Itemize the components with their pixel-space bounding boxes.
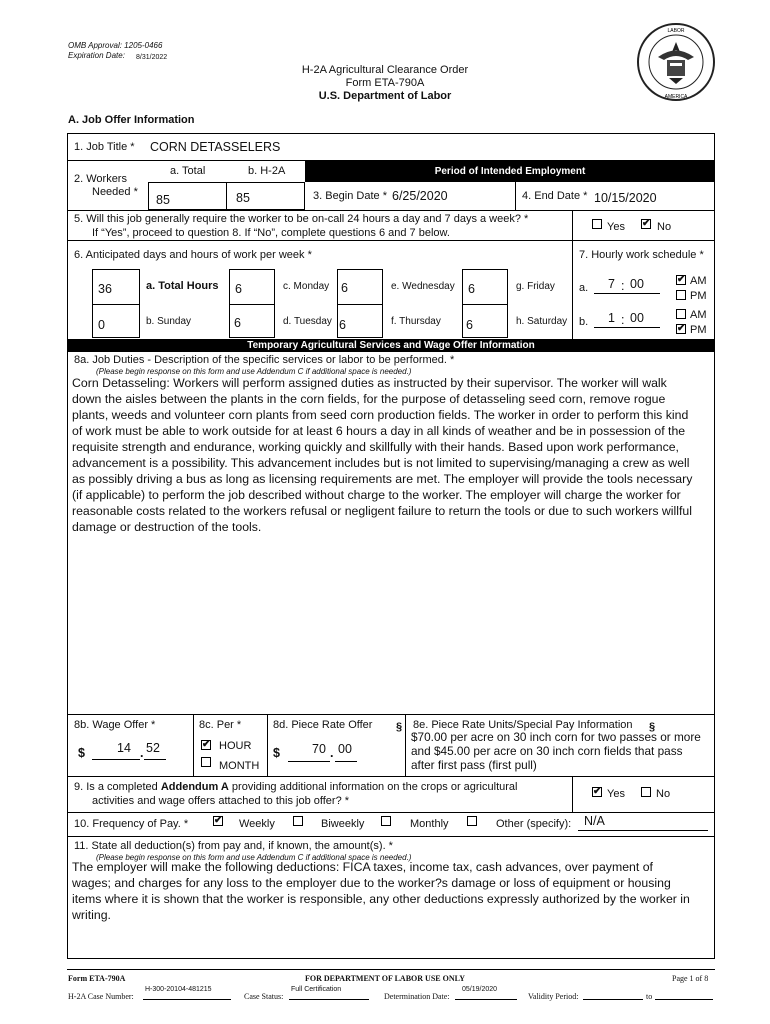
addendum-yes-label: Yes bbox=[607, 788, 625, 800]
piece-units-line: and $45.00 per acre on 30 inch corn fields that pass bbox=[411, 744, 683, 758]
section-a-title: A. Job Offer Information bbox=[68, 114, 195, 126]
deductions-line: wages; and charges for any loss to the employer due to the worker?s damage or loss of equipment or housing bbox=[72, 876, 671, 890]
weekly-label: Weekly bbox=[239, 818, 275, 830]
case-number-label: H-2A Case Number: bbox=[68, 992, 134, 1001]
monday-label: c. Monday bbox=[283, 281, 330, 292]
deductions-line: writing. bbox=[72, 908, 111, 922]
footer-form-name: Form ETA-790A bbox=[68, 974, 126, 983]
on-call-no-checkbox[interactable]: ✔ bbox=[642, 218, 651, 229]
wage-offer-label: 8b. Wage Offer * bbox=[74, 719, 156, 731]
schedule-b-pm-label: PM bbox=[690, 324, 707, 336]
friday-value: 6 bbox=[468, 282, 475, 296]
friday-label: g. Friday bbox=[516, 281, 555, 292]
piece-dollars: 70 bbox=[312, 742, 326, 756]
wednesday-label: e. Wednesday bbox=[391, 281, 455, 292]
on-call-question: 5. Will this job generally require the worker to be on-call 24 hours a day and 7 days a week? * bbox=[74, 213, 529, 225]
addendum-yes-checkbox[interactable]: ✔ bbox=[593, 786, 602, 797]
schedule-a-pm-checkbox[interactable] bbox=[676, 290, 686, 300]
schedule-a-hour: 7 bbox=[608, 277, 615, 291]
piece-rate-dollar-sign: $ bbox=[273, 746, 280, 760]
job-duties-line: reasonable costs related to the workers refusal or negligent failure to return the tools or due to such workers willful bbox=[72, 504, 692, 518]
case-number-value: H-300-20104-481215 bbox=[145, 986, 212, 993]
schedule-a-min: 00 bbox=[630, 277, 644, 291]
schedule-a-label: a. bbox=[579, 282, 589, 294]
begin-date-value[interactable]: 6/25/2020 bbox=[392, 189, 448, 203]
schedule-a-pm-label: PM bbox=[690, 290, 707, 302]
validity-to-label: to bbox=[646, 992, 653, 1001]
omb-approval: OMB Approval: 1205-0466 bbox=[68, 41, 163, 50]
schedule-a-colon: : bbox=[621, 279, 625, 293]
expiration-date: 8/31/2022 bbox=[136, 54, 168, 61]
on-call-yes-checkbox[interactable] bbox=[592, 219, 602, 229]
per-month-label: MONTH bbox=[219, 760, 260, 772]
wednesday-value: 6 bbox=[341, 281, 348, 295]
end-date-value[interactable]: 10/15/2020 bbox=[594, 191, 657, 205]
schedule-b-am-label: AM bbox=[690, 309, 707, 321]
monthly-checkbox[interactable] bbox=[381, 816, 391, 826]
addendum-no-checkbox[interactable] bbox=[641, 787, 651, 797]
job-title-value[interactable]: CORN DETASSELERS bbox=[150, 140, 281, 154]
other-label: Other (specify): bbox=[496, 818, 572, 830]
piece-decimal: . bbox=[330, 746, 334, 760]
job-duties-line: down the aisles between the plants in the corn fields, for the purpose of detasseling seed corn, remove rogue bbox=[72, 392, 666, 406]
deductions-line: The employer will make the following deductions: FICA taxes, income tax, cash advances, over payment of bbox=[72, 860, 653, 874]
tuesday-label: d. Tuesday bbox=[283, 316, 332, 327]
weekly-checkbox[interactable]: ✔ bbox=[214, 815, 223, 826]
pay-frequency-label: 10. Frequency of Pay. * bbox=[74, 818, 189, 830]
case-status-label: Case Status: bbox=[244, 992, 284, 1001]
per-label: 8c. Per * bbox=[199, 719, 242, 731]
days-hours-label: 6. Anticipated days and hours of work per week * bbox=[74, 249, 312, 261]
wage-offer-header: Temporary Agricultural Services and Wage Offer Information bbox=[67, 339, 715, 352]
job-duties-line: Corn Detasseling: Workers will perform assigned duties as instructed by their supervisor. The worker will walk bbox=[72, 376, 667, 390]
sunday-value: 0 bbox=[98, 318, 105, 332]
schedule-a-am-checkbox[interactable]: ✔ bbox=[677, 274, 686, 285]
workers-needed-label: 2. Workers bbox=[74, 173, 127, 185]
department-name: U.S. Department of Labor bbox=[318, 90, 452, 102]
wage-dollars-field[interactable] bbox=[92, 743, 140, 760]
job-duties-line: plants, weeds and volunteer corn plants from seed corn production fields. The worker in order to perform this kind bbox=[72, 408, 689, 422]
schedule-b-am-checkbox[interactable] bbox=[676, 309, 686, 319]
schedule-b-pm-checkbox[interactable]: ✔ bbox=[677, 323, 686, 334]
job-duties-line: damage or destruction of the tools. bbox=[72, 520, 262, 534]
deductions-text[interactable] bbox=[72, 859, 714, 923]
job-duties-line: of work must be able to work outside for at least 6 hours a day in all kinds of weather and be in possession of the bbox=[72, 424, 686, 438]
workers-total-value: 85 bbox=[156, 193, 170, 207]
piece-rate-label: 8d. Piece Rate Offer bbox=[273, 719, 373, 731]
on-call-yes-label: Yes bbox=[607, 221, 625, 233]
per-hour-checkbox[interactable]: ✔ bbox=[202, 739, 211, 750]
case-status-value: Full Certification bbox=[291, 986, 342, 993]
schedule-b-min: 00 bbox=[630, 311, 644, 325]
piece-units-label: 8e. Piece Rate Units/Special Pay Information bbox=[413, 719, 633, 731]
monday-value: 6 bbox=[235, 282, 242, 296]
total-hours-label: a. Total Hours bbox=[146, 280, 219, 292]
workers-needed-label-2: Needed * bbox=[92, 186, 138, 198]
begin-date-label: 3. Begin Date * bbox=[313, 190, 387, 202]
piece-rate-section-mark: § bbox=[396, 721, 403, 733]
job-duties-label: 8a. Job Duties - Description of the specific services or labor to be performed. * bbox=[74, 354, 455, 366]
form-number: Form ETA-790A bbox=[345, 77, 425, 89]
saturday-value: 6 bbox=[466, 318, 473, 332]
piece-cents: 00 bbox=[338, 742, 352, 756]
wage-decimal: . bbox=[140, 746, 144, 760]
on-call-instruction: If “Yes”, proceed to question 8. If “No”, complete questions 6 and 7 below. bbox=[92, 227, 450, 239]
deductions-label: 11. State all deduction(s) from pay and, if known, the amount(s). * bbox=[74, 840, 393, 852]
piece-units-text[interactable] bbox=[411, 730, 701, 772]
determination-date-label: Determination Date: bbox=[384, 992, 450, 1001]
determination-date-value: 05/19/2020 bbox=[462, 986, 498, 993]
period-header: Period of Intended Employment bbox=[305, 161, 715, 182]
thursday-value: 6 bbox=[339, 318, 346, 332]
svg-text:AMERICA: AMERICA bbox=[664, 94, 688, 100]
addendum-question-line2: activities and wage offers attached to this job offer? * bbox=[92, 795, 350, 807]
schedule-b-hour: 1 bbox=[608, 311, 615, 325]
workers-h2a-header: b. H-2A bbox=[248, 165, 286, 177]
deductions-line: items where it is shown that the worker is responsible, any other deductions expressly authorized by the worker in bbox=[72, 892, 690, 906]
wage-dollar-sign: $ bbox=[78, 746, 85, 760]
dol-seal-logo bbox=[636, 22, 716, 102]
workers-total-header: a. Total bbox=[170, 165, 206, 177]
schedule-a-am-label: AM bbox=[690, 275, 707, 287]
sunday-label: b. Sunday bbox=[146, 316, 192, 327]
footer-page-number: Page 1 of 8 bbox=[672, 974, 709, 983]
wage-dollars: 14 bbox=[117, 741, 131, 755]
validity-start-field bbox=[583, 990, 643, 1000]
other-specify-value: N/A bbox=[584, 814, 605, 828]
job-duties-line: (if applicable) to perform the job described without charge to the worker. The employer will charge the worker for bbox=[72, 488, 681, 502]
thursday-label: f. Thursday bbox=[391, 316, 441, 327]
biweekly-label: Biweekly bbox=[321, 818, 365, 830]
addendum-question: 9. Is a completed Addendum A providing additional information on the crops or agricultural bbox=[74, 781, 518, 793]
deductions-note: (Please begin response on this form and use Addendum C if additional space is needed.) bbox=[96, 853, 412, 862]
per-month-checkbox[interactable] bbox=[201, 757, 211, 767]
validity-period-label: Validity Period: bbox=[528, 992, 579, 1001]
job-duties-line: as possibly driving a bus as long as licensing requirements are met. The employer will provide the tools necessary bbox=[72, 472, 693, 486]
piece-units-line: $70.00 per acre on 30 inch corn for two passes or more bbox=[411, 730, 701, 744]
biweekly-checkbox[interactable] bbox=[293, 816, 303, 826]
total-hours-value: 36 bbox=[98, 282, 112, 296]
schedule-b-colon: : bbox=[621, 313, 625, 327]
svg-text:LABOR: LABOR bbox=[667, 28, 685, 34]
expiration-label: Expiration Date: bbox=[68, 51, 125, 60]
addendum-no-label: No bbox=[656, 788, 671, 800]
work-schedule-label: 7. Hourly work schedule * bbox=[579, 249, 704, 261]
job-title-label: 1. Job Title * bbox=[74, 141, 135, 153]
schedule-b-label: b. bbox=[579, 316, 589, 328]
job-duties-note: (Please begin response on this form and use Addendum C if additional space is needed.) bbox=[96, 367, 412, 376]
end-date-label: 4. End Date * bbox=[522, 190, 588, 202]
other-checkbox[interactable] bbox=[467, 816, 477, 826]
piece-units-section-mark: § bbox=[649, 721, 656, 733]
monthly-label: Monthly bbox=[410, 818, 449, 830]
form-title: H-2A Agricultural Clearance Order bbox=[301, 64, 469, 76]
piece-units-line: after first pass (first pull) bbox=[411, 758, 537, 772]
job-duties-line: requisite strength and endurance, working quickly and skillfully with their hands. Based upon work performance, bbox=[72, 440, 679, 454]
workers-h2a-value: 85 bbox=[236, 191, 250, 205]
job-duties-line: advancement is a possibility. This advancement includes but is not limited to supervising/managing a crew as well bbox=[72, 456, 690, 470]
job-duties-text[interactable] bbox=[72, 375, 714, 535]
per-hour-label: HOUR bbox=[219, 740, 252, 752]
validity-end-field bbox=[655, 990, 713, 1000]
footer-dol-use: FOR DEPARTMENT OF LABOR USE ONLY bbox=[305, 974, 465, 983]
saturday-label: h. Saturday bbox=[516, 316, 568, 327]
wage-cents: 52 bbox=[146, 741, 160, 755]
tuesday-value: 6 bbox=[234, 316, 241, 330]
on-call-no-label: No bbox=[657, 221, 672, 233]
